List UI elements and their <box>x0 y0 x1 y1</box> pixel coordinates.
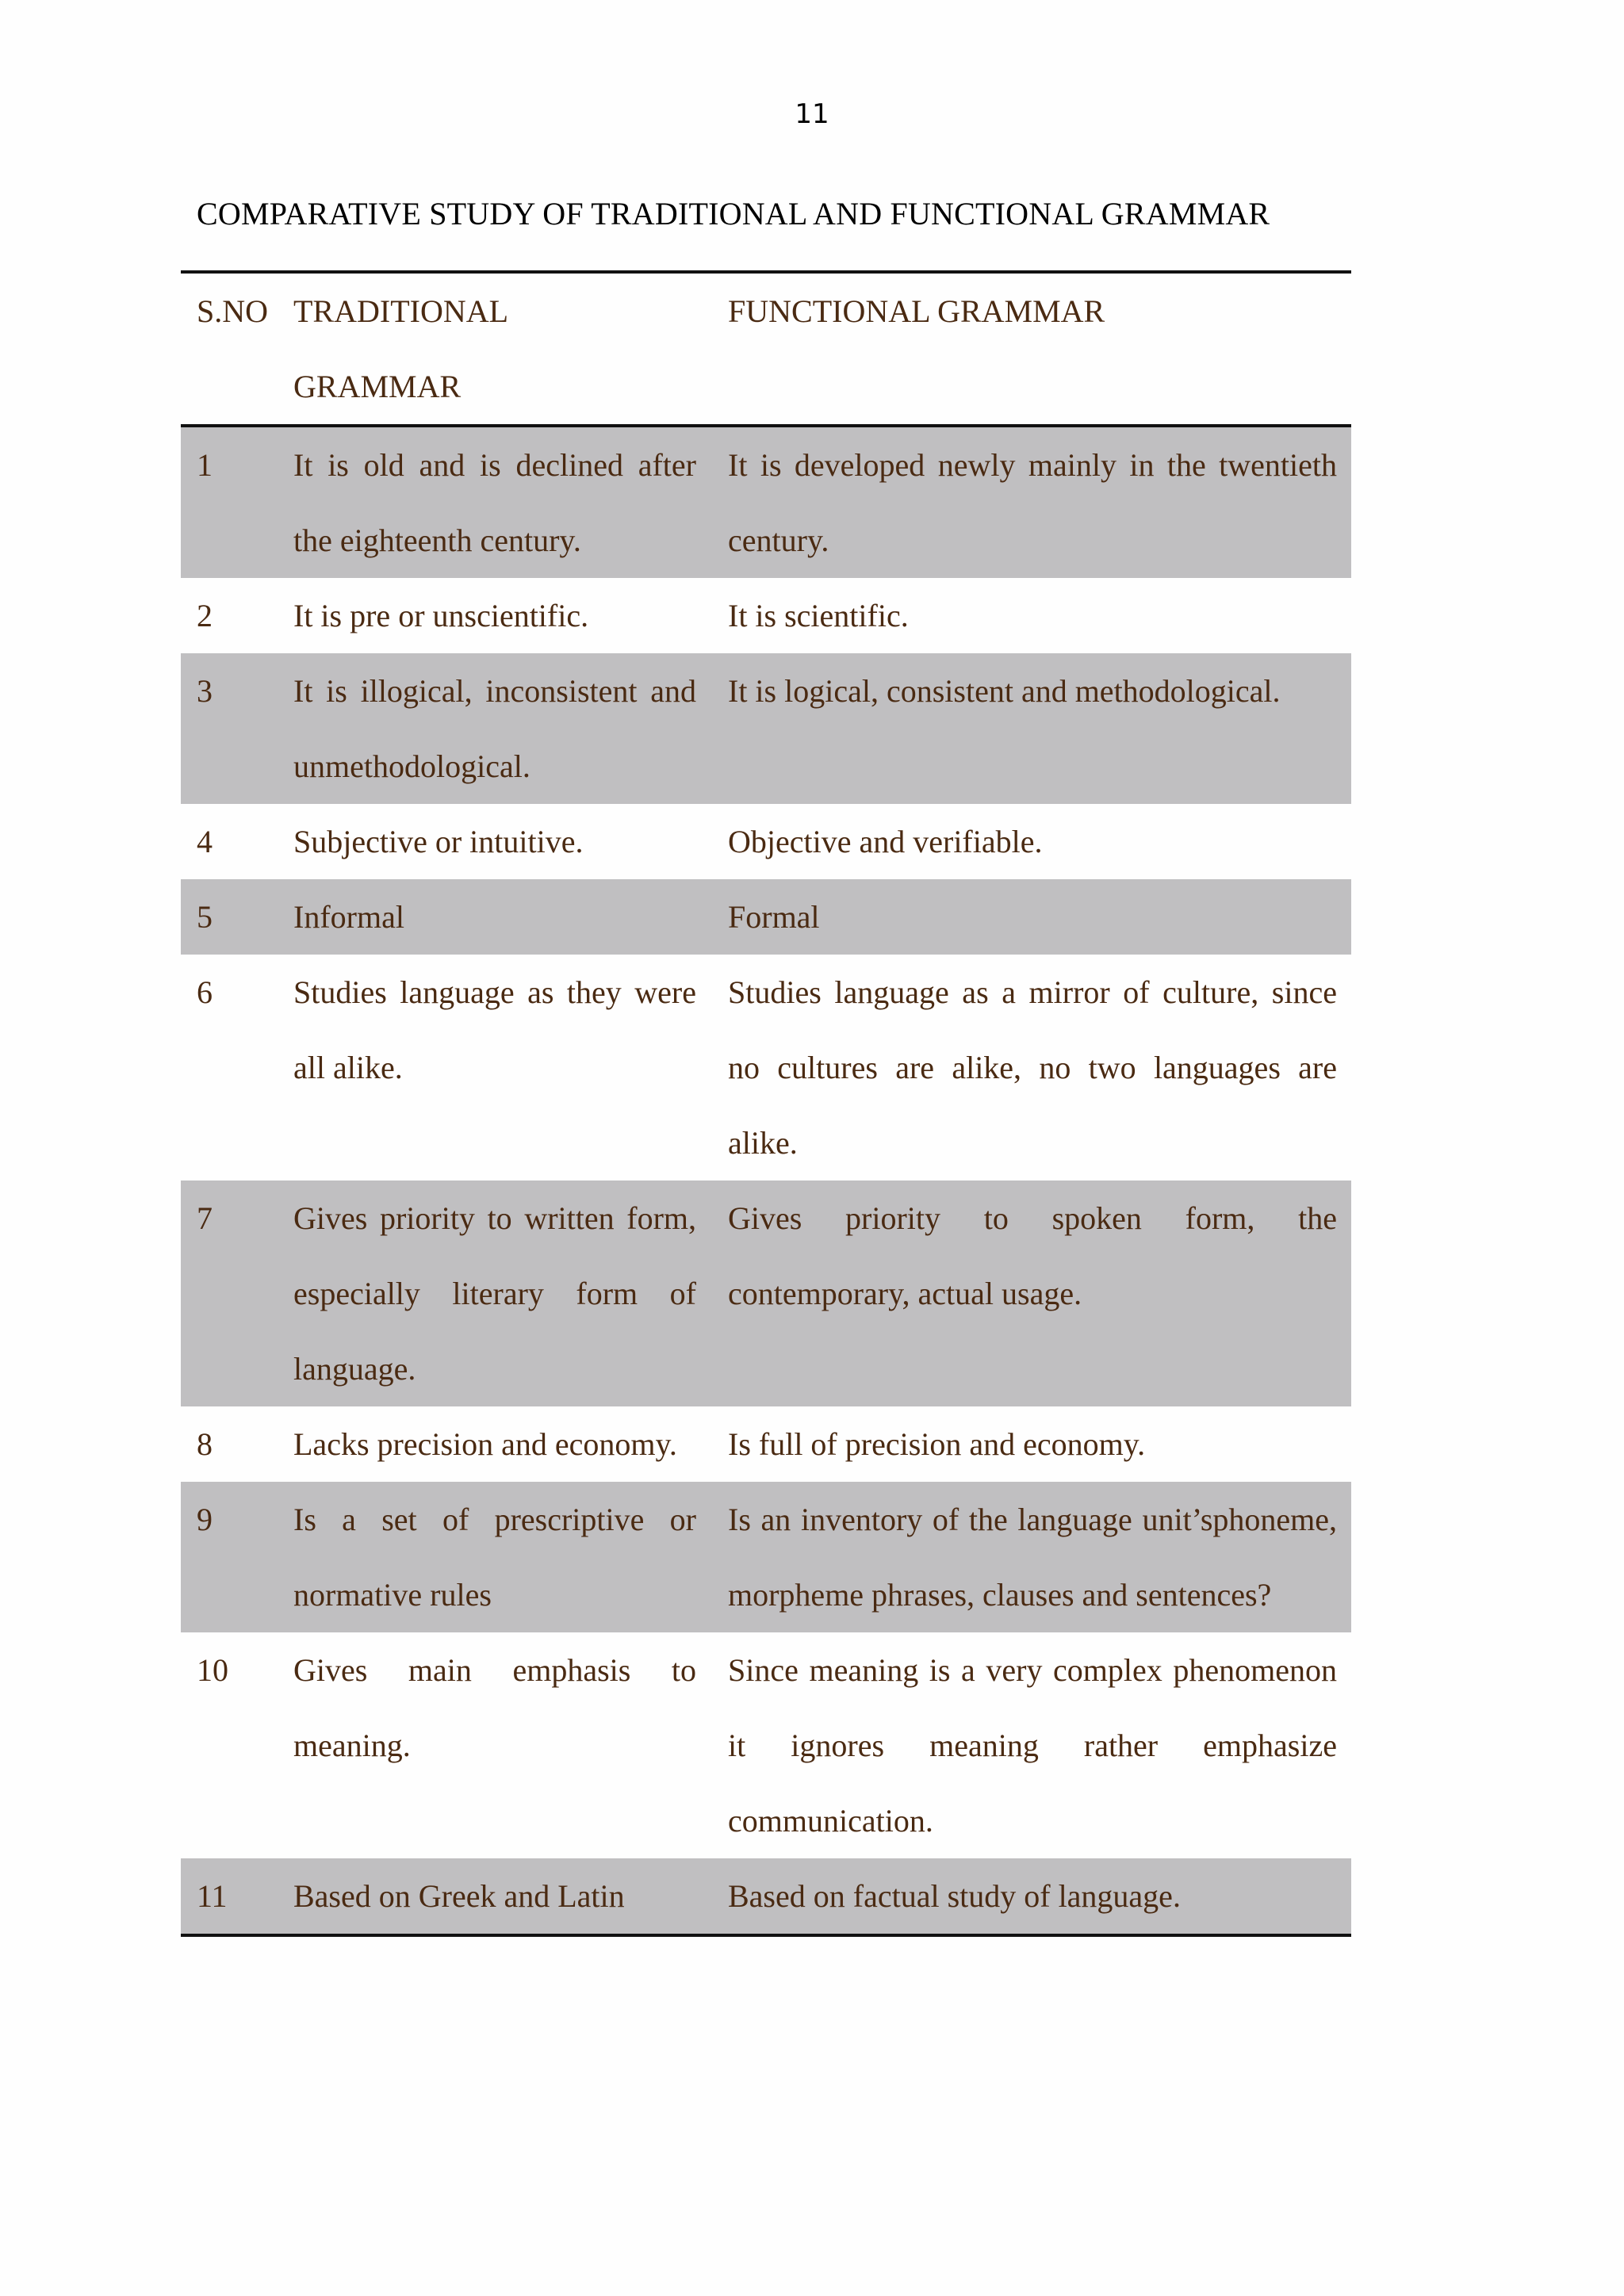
table-body <box>181 426 1351 1935</box>
cell-traditional: Informal <box>293 879 712 955</box>
table-row <box>181 879 1351 955</box>
cell-sno: 7 <box>181 1181 293 1406</box>
cell-sno: 2 <box>181 578 293 653</box>
table-row <box>181 426 1351 578</box>
header-traditional <box>293 272 712 426</box>
table-row <box>181 1406 1351 1482</box>
cell-traditional: It is old and is declined after the eighteenth century. <box>293 426 712 578</box>
cell-traditional: It is pre or unscientific. <box>293 578 712 653</box>
header-sno: S.NO <box>197 293 269 329</box>
cell-traditional: Studies language as they were all alike. <box>293 955 712 1181</box>
cell-functional: It is logical, consistent and methodological. <box>712 653 1351 804</box>
cell-sno: 8 <box>181 1406 293 1482</box>
cell-functional: Studies language as a mirror of culture, since no cultures are alike, no two languages are alike. <box>712 955 1351 1181</box>
table-row <box>181 1482 1351 1632</box>
header-traditional-text: TRADITIONAL GRAMMAR <box>293 293 508 404</box>
cell-traditional: Gives main emphasis to meaning. <box>293 1632 712 1858</box>
page-number: 11 <box>795 98 829 130</box>
cell-sno: 10 <box>181 1632 293 1858</box>
cell-sno: 3 <box>181 653 293 804</box>
cell-sno: 9 <box>181 1482 293 1632</box>
cell-functional: Gives priority to spoken form, the contemporary, actual usage. <box>712 1181 1351 1406</box>
table-row <box>181 804 1351 879</box>
table-row <box>181 653 1351 804</box>
cell-sno: 5 <box>181 879 293 955</box>
table-row <box>181 955 1351 1181</box>
cell-sno: 1 <box>181 426 293 578</box>
table-header <box>181 272 1351 426</box>
cell-traditional: Lacks precision and economy. <box>293 1406 712 1482</box>
cell-sno: 6 <box>181 955 293 1181</box>
comparison-table <box>181 270 1351 1937</box>
cell-traditional: Is a set of prescriptive or normative rules <box>293 1482 712 1632</box>
cell-functional: It is developed newly mainly in the twentieth century. <box>712 426 1351 578</box>
cell-functional: Since meaning is a very complex phenomenon it ignores meaning rather emphasize communication. <box>712 1632 1351 1858</box>
table-row <box>181 578 1351 653</box>
cell-traditional: It is illogical, inconsistent and unmethodological. <box>293 653 712 804</box>
cell-functional: Is an inventory of the language unit’sphoneme, morpheme phrases, clauses and sentences? <box>712 1482 1351 1632</box>
cell-functional: It is scientific. <box>712 578 1351 653</box>
cell-functional: Objective and verifiable. <box>712 804 1351 879</box>
cell-functional: Is full of precision and economy. <box>712 1406 1351 1482</box>
table-row <box>181 1632 1351 1858</box>
cell-traditional: Subjective or intuitive. <box>293 804 712 879</box>
cell-sno: 11 <box>181 1858 293 1935</box>
document-title: COMPARATIVE STUDY OF TRADITIONAL AND FUNCTIONAL GRAMMAR <box>197 196 1270 232</box>
cell-functional: Based on factual study of language. <box>712 1858 1351 1935</box>
table-row <box>181 1858 1351 1935</box>
cell-sno: 4 <box>181 804 293 879</box>
header-row <box>181 272 1351 426</box>
cell-traditional: Based on Greek and Latin <box>293 1858 712 1935</box>
header-functional: FUNCTIONAL GRAMMAR <box>728 293 1105 329</box>
cell-traditional: Gives priority to written form, especially literary form of language. <box>293 1181 712 1406</box>
cell-functional: Formal <box>712 879 1351 955</box>
table-row <box>181 1181 1351 1406</box>
